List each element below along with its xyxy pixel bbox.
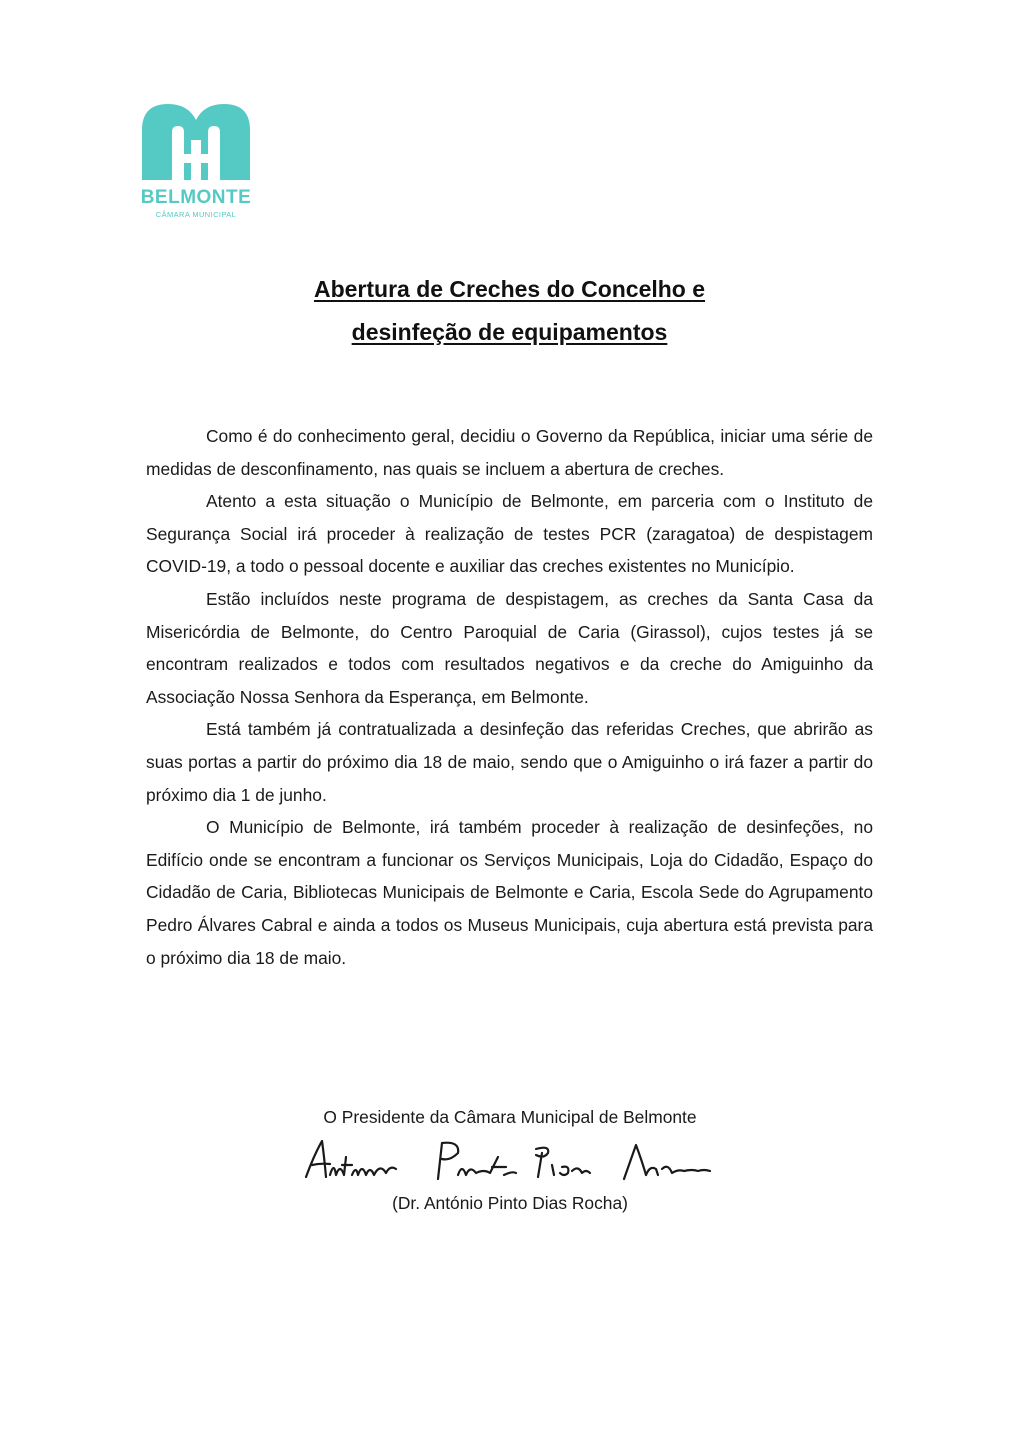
- logo-subtitle: CÂMARA MUNICIPAL: [155, 210, 237, 219]
- logo-name: BELMONTE: [140, 187, 252, 208]
- belmonte-logo: [138, 96, 254, 222]
- paragraph: Atento a esta situação o Município de Belmonte, em parceria com o Instituto de Segurança Social irá proceder à realização de testes PCR (zaragatoa) de despistagem COVID-19, a todo o pessoal docente e auxiliar das creches existentes no Município.: [146, 491, 873, 577]
- belmonte-m-emblem-icon: [138, 96, 254, 186]
- paragraph: O Município de Belmonte, irá também proceder à realização de desinfeções, no Edifício onde se encontram a funcionar os Serviços Municipais, Loja do Cidadão, Espaço do Cidadão de Caria, Bibliotecas Municipais de Belmonte e Caria, Escola Sede do Agrupamento Pedro Álvares Cabral e ainda a todos os Museus Municipais, cuja abertura está prevista para o próximo dia 18 de maio.: [146, 817, 873, 968]
- signature-block: [260, 1101, 760, 1219]
- paragraph: Estão incluídos neste programa de despistagem, as creches da Santa Casa da Misericórdia de Belmonte, do Centro Paroquial de Caria (Girassol), cujos testes já se encontram realizados e todos com resultados negativos e da creche do Amiguinho da Associação Nossa Senhora da Esperança, em Belmonte.: [146, 588, 873, 707]
- signature-scribble-icon: [300, 1135, 720, 1185]
- paragraph: Como é do conhecimento geral, decidiu o Governo da República, iniciar uma série de medidas de desconfinamento, nas quais se incluem a abertura de creches.: [146, 426, 873, 479]
- document-title: [200, 268, 819, 354]
- title-line-1: Abertura de Creches do Concelho e: [313, 276, 706, 302]
- handwritten-signature: [300, 1135, 720, 1185]
- title-line-2: desinfeção de equipamentos: [351, 319, 668, 345]
- document-body: [146, 420, 873, 974]
- signatory-role: O Presidente da Câmara Municipal de Belmonte: [323, 1107, 697, 1127]
- signatory-name: (Dr. António Pinto Dias Rocha): [392, 1193, 628, 1213]
- paragraph: Está também já contratualizada a desinfeção das referidas Creches, que abrirão as suas portas a partir do próximo dia 18 de maio, sendo que o Amiguinho o irá fazer a partir do próximo dia 1 de junho.: [146, 719, 873, 805]
